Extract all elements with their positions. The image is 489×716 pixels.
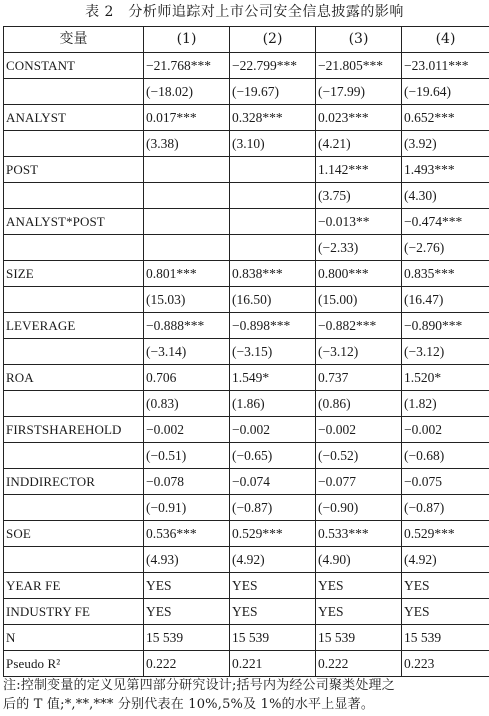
model-4-cell: YES bbox=[402, 599, 489, 625]
table-row bbox=[4, 157, 489, 183]
variable-name-cell: CONSTANT bbox=[4, 53, 144, 79]
model-2-cell: 15 539 bbox=[230, 625, 316, 651]
model-2-cell bbox=[230, 235, 316, 261]
model-4-cell: (1.82) bbox=[402, 391, 489, 417]
model-1-cell: −0.888*** bbox=[144, 313, 230, 339]
model-4-cell: −0.890*** bbox=[402, 313, 489, 339]
table-note bbox=[3, 676, 489, 714]
variable-name-cell: SOE bbox=[4, 521, 144, 547]
model-3-cell: (15.00) bbox=[316, 287, 402, 313]
model-4-cell: 0.835*** bbox=[402, 261, 489, 287]
table-row bbox=[4, 417, 489, 443]
model-2-cell: 0.221 bbox=[230, 651, 316, 677]
table-row bbox=[4, 625, 489, 651]
model-3-cell: −0.077 bbox=[316, 469, 402, 495]
model-2-cell: (−0.65) bbox=[230, 443, 316, 469]
model-2-cell: −0.002 bbox=[230, 417, 316, 443]
model-2-cell: 0.838*** bbox=[230, 261, 316, 287]
model-3-cell: (−0.90) bbox=[316, 495, 402, 521]
header-variable: 变量 bbox=[4, 27, 144, 53]
model-4-cell: −0.075 bbox=[402, 469, 489, 495]
model-1-cell: (−18.02) bbox=[144, 79, 230, 105]
table-row bbox=[4, 599, 489, 625]
model-2-cell: (1.86) bbox=[230, 391, 316, 417]
model-1-cell: 0.801*** bbox=[144, 261, 230, 287]
variable-name-cell: FIRSTSHAREHOLD bbox=[4, 417, 144, 443]
header-model-2: (2) bbox=[230, 27, 316, 53]
model-3-cell: (0.86) bbox=[316, 391, 402, 417]
variable-name-cell: INDUSTRY FE bbox=[4, 599, 144, 625]
model-4-cell: (−19.64) bbox=[402, 79, 489, 105]
model-3-cell: 0.533*** bbox=[316, 521, 402, 547]
variable-name-cell bbox=[4, 235, 144, 261]
model-2-cell: 0.328*** bbox=[230, 105, 316, 131]
variable-name-cell: ANALYST*POST bbox=[4, 209, 144, 235]
model-4-cell: YES bbox=[402, 573, 489, 599]
model-4-cell: 1.520* bbox=[402, 365, 489, 391]
model-1-cell: (3.38) bbox=[144, 131, 230, 157]
table-row bbox=[4, 547, 489, 573]
model-1-cell: (0.83) bbox=[144, 391, 230, 417]
model-3-cell: (4.90) bbox=[316, 547, 402, 573]
model-1-cell bbox=[144, 183, 230, 209]
table-row bbox=[4, 183, 489, 209]
model-2-cell: −0.898*** bbox=[230, 313, 316, 339]
model-2-cell: −0.074 bbox=[230, 469, 316, 495]
table-row bbox=[4, 53, 489, 79]
model-2-cell bbox=[230, 183, 316, 209]
variable-name-cell: YEAR FE bbox=[4, 573, 144, 599]
table-row bbox=[4, 365, 489, 391]
model-1-cell bbox=[144, 209, 230, 235]
variable-name-cell bbox=[4, 183, 144, 209]
model-1-cell: (−3.14) bbox=[144, 339, 230, 365]
model-2-cell: −22.799*** bbox=[230, 53, 316, 79]
model-1-cell: (15.03) bbox=[144, 287, 230, 313]
model-3-cell: (−2.33) bbox=[316, 235, 402, 261]
model-4-cell: 15 539 bbox=[402, 625, 489, 651]
table-row bbox=[4, 105, 489, 131]
model-2-cell: (−19.67) bbox=[230, 79, 316, 105]
model-4-cell: (4.92) bbox=[402, 547, 489, 573]
model-2-cell: (−0.87) bbox=[230, 495, 316, 521]
variable-name-cell: Pseudo R² bbox=[4, 651, 144, 677]
model-1-cell: (−0.51) bbox=[144, 443, 230, 469]
model-2-cell: 1.549* bbox=[230, 365, 316, 391]
model-4-cell: −23.011*** bbox=[402, 53, 489, 79]
model-2-cell: (4.92) bbox=[230, 547, 316, 573]
model-3-cell: −21.805*** bbox=[316, 53, 402, 79]
model-3-cell: 0.800*** bbox=[316, 261, 402, 287]
variable-name-cell bbox=[4, 443, 144, 469]
model-1-cell: −0.078 bbox=[144, 469, 230, 495]
model-2-cell: 0.529*** bbox=[230, 521, 316, 547]
model-4-cell: −0.002 bbox=[402, 417, 489, 443]
table-row bbox=[4, 287, 489, 313]
model-2-cell: (−3.15) bbox=[230, 339, 316, 365]
model-3-cell: (−0.52) bbox=[316, 443, 402, 469]
model-4-cell: 0.223 bbox=[402, 651, 489, 677]
model-1-cell: YES bbox=[144, 599, 230, 625]
table-row bbox=[4, 261, 489, 287]
variable-name-cell: ANALYST bbox=[4, 105, 144, 131]
variable-name-cell: ROA bbox=[4, 365, 144, 391]
table-row bbox=[4, 469, 489, 495]
model-4-cell: (−0.87) bbox=[402, 495, 489, 521]
model-2-cell: (3.10) bbox=[230, 131, 316, 157]
header-model-3: (3) bbox=[316, 27, 402, 53]
model-3-cell: −0.002 bbox=[316, 417, 402, 443]
model-4-cell: 1.493*** bbox=[402, 157, 489, 183]
model-4-cell: (−0.68) bbox=[402, 443, 489, 469]
model-3-cell: 1.142*** bbox=[316, 157, 402, 183]
variable-name-cell bbox=[4, 339, 144, 365]
table-header-row bbox=[4, 27, 489, 53]
model-3-cell: −0.882*** bbox=[316, 313, 402, 339]
table-row bbox=[4, 443, 489, 469]
regression-table bbox=[3, 26, 489, 677]
model-1-cell: (4.93) bbox=[144, 547, 230, 573]
variable-name-cell: N bbox=[4, 625, 144, 651]
model-4-cell: (−3.12) bbox=[402, 339, 489, 365]
model-2-cell bbox=[230, 157, 316, 183]
model-4-cell: −0.474*** bbox=[402, 209, 489, 235]
model-3-cell: (−3.12) bbox=[316, 339, 402, 365]
model-1-cell: 0.706 bbox=[144, 365, 230, 391]
model-4-cell: (3.92) bbox=[402, 131, 489, 157]
table-row bbox=[4, 339, 489, 365]
variable-name-cell bbox=[4, 495, 144, 521]
variable-name-cell bbox=[4, 79, 144, 105]
model-1-cell: −21.768*** bbox=[144, 53, 230, 79]
table-row bbox=[4, 573, 489, 599]
model-2-cell bbox=[230, 209, 316, 235]
variable-name-cell: INDDIRECTOR bbox=[4, 469, 144, 495]
model-4-cell: (−2.76) bbox=[402, 235, 489, 261]
variable-name-cell: POST bbox=[4, 157, 144, 183]
table-row bbox=[4, 209, 489, 235]
model-3-cell: 0.023*** bbox=[316, 105, 402, 131]
model-3-cell: YES bbox=[316, 573, 402, 599]
table-row bbox=[4, 391, 489, 417]
header-model-4: (4) bbox=[402, 27, 489, 53]
model-3-cell: YES bbox=[316, 599, 402, 625]
model-3-cell: 15 539 bbox=[316, 625, 402, 651]
model-3-cell: 0.222 bbox=[316, 651, 402, 677]
model-4-cell: (16.47) bbox=[402, 287, 489, 313]
model-1-cell: 15 539 bbox=[144, 625, 230, 651]
model-4-cell: (4.30) bbox=[402, 183, 489, 209]
table-row bbox=[4, 79, 489, 105]
model-1-cell: 0.017*** bbox=[144, 105, 230, 131]
table-row bbox=[4, 521, 489, 547]
model-3-cell: (−17.99) bbox=[316, 79, 402, 105]
table-row bbox=[4, 131, 489, 157]
model-3-cell: −0.013** bbox=[316, 209, 402, 235]
table-row bbox=[4, 313, 489, 339]
model-1-cell: YES bbox=[144, 573, 230, 599]
variable-name-cell: LEVERAGE bbox=[4, 313, 144, 339]
variable-name-cell bbox=[4, 131, 144, 157]
model-2-cell: YES bbox=[230, 573, 316, 599]
variable-name-cell: SIZE bbox=[4, 261, 144, 287]
model-1-cell: 0.222 bbox=[144, 651, 230, 677]
model-1-cell bbox=[144, 235, 230, 261]
model-3-cell: (3.75) bbox=[316, 183, 402, 209]
note-line-1: 注:控制变量的定义见第四部分研究设计;括号内为经公司聚类处理之 bbox=[3, 678, 395, 693]
variable-name-cell bbox=[4, 391, 144, 417]
model-4-cell: 0.529*** bbox=[402, 521, 489, 547]
model-4-cell: 0.652*** bbox=[402, 105, 489, 131]
model-2-cell: (16.50) bbox=[230, 287, 316, 313]
note-line-2: 后的 T 值;*,**,*** 分别代表在 10%,5%及 1%的水平上显著。 bbox=[3, 697, 375, 712]
table-row bbox=[4, 235, 489, 261]
table-row bbox=[4, 495, 489, 521]
header-model-1: (1) bbox=[144, 27, 230, 53]
table-row bbox=[4, 651, 489, 677]
variable-name-cell bbox=[4, 547, 144, 573]
model-2-cell: YES bbox=[230, 599, 316, 625]
model-1-cell: 0.536*** bbox=[144, 521, 230, 547]
model-1-cell: −0.002 bbox=[144, 417, 230, 443]
model-3-cell: 0.737 bbox=[316, 365, 402, 391]
model-1-cell: (−0.91) bbox=[144, 495, 230, 521]
model-3-cell: (4.21) bbox=[316, 131, 402, 157]
table-caption: 表 2 分析师追踪对上市公司安全信息披露的影响 bbox=[85, 4, 404, 20]
variable-name-cell bbox=[4, 287, 144, 313]
table-body bbox=[4, 53, 489, 677]
model-1-cell bbox=[144, 157, 230, 183]
